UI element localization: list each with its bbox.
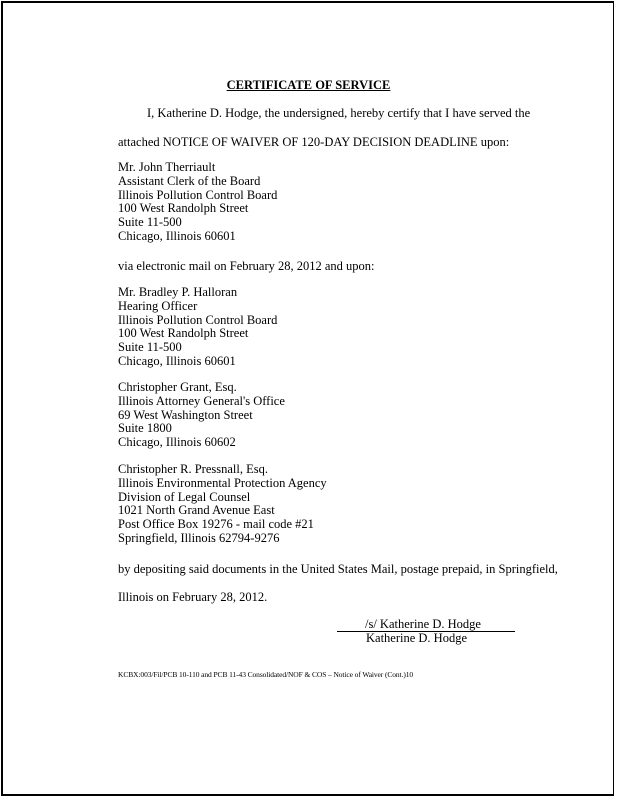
address-line: Suite 11-500 bbox=[118, 340, 182, 355]
address-line: Illinois Pollution Control Board bbox=[118, 312, 278, 327]
address-line: Chicago, Illinois 60602 bbox=[118, 435, 236, 450]
recipient-block-2 bbox=[118, 286, 277, 369]
address-line: Assistant Clerk of the Board bbox=[118, 173, 261, 188]
closing-line-2: Illinois on February 28, 2012. bbox=[118, 590, 268, 604]
document-footer-code: KCBX:003/Fil/PCB 10-110 and PCB 11-43 Consolidated/NOF & COS – Notice of Waiver (Cont.)10 bbox=[118, 670, 414, 679]
via-line: via electronic mail on February 28, 2012 and upon: bbox=[118, 259, 375, 273]
address-line: Suite 1800 bbox=[118, 421, 172, 436]
address-line: Division of Legal Counsel bbox=[118, 489, 251, 504]
address-line: Mr. John Therriault bbox=[118, 160, 216, 174]
address-line: Illinois Attorney General's Office bbox=[118, 393, 285, 408]
recipient-block-1 bbox=[118, 161, 277, 244]
closing-line-1: by depositing said documents in the United States Mail, postage prepaid, in Springfield, bbox=[118, 562, 558, 576]
signatory-name: Katherine D. Hodge bbox=[366, 631, 468, 645]
address-line: Christopher Grant, Esq. bbox=[118, 380, 237, 394]
address-line: Illinois Pollution Control Board bbox=[118, 187, 278, 202]
address-line: 100 West Randolph Street bbox=[118, 326, 249, 341]
address-line: Illinois Environmental Protection Agency bbox=[118, 475, 327, 490]
recipient-block-3 bbox=[118, 381, 285, 450]
address-line: Chicago, Illinois 60601 bbox=[118, 228, 236, 243]
address-line: Mr. Bradley P. Halloran bbox=[118, 285, 238, 299]
address-line: Springfield, Illinois 62794-9276 bbox=[118, 530, 280, 545]
address-line: Suite 11-500 bbox=[118, 215, 182, 230]
address-line: 69 West Washington Street bbox=[118, 407, 253, 422]
address-line: Post Office Box 19276 - mail code #21 bbox=[118, 517, 314, 532]
address-line: Chicago, Illinois 60601 bbox=[118, 353, 236, 368]
page-title: CERTIFICATE OF SERVICE bbox=[226, 78, 391, 92]
recipient-block-4 bbox=[118, 463, 327, 546]
signature-line bbox=[337, 618, 515, 632]
intro-line-2: attached NOTICE OF WAIVER OF 120-DAY DECISION DEADLINE upon: bbox=[118, 135, 510, 149]
address-line: 100 West Randolph Street bbox=[118, 201, 249, 216]
address-line: Christopher R. Pressnall, Esq. bbox=[118, 462, 268, 476]
intro-line-1: I, Katherine D. Hodge, the undersigned, hereby certify that I have served the bbox=[147, 106, 531, 120]
electronic-signature: /s/ Katherine D. Hodge bbox=[365, 617, 481, 631]
address-line: Hearing Officer bbox=[118, 298, 198, 313]
address-line: 1021 North Grand Avenue East bbox=[118, 503, 275, 518]
